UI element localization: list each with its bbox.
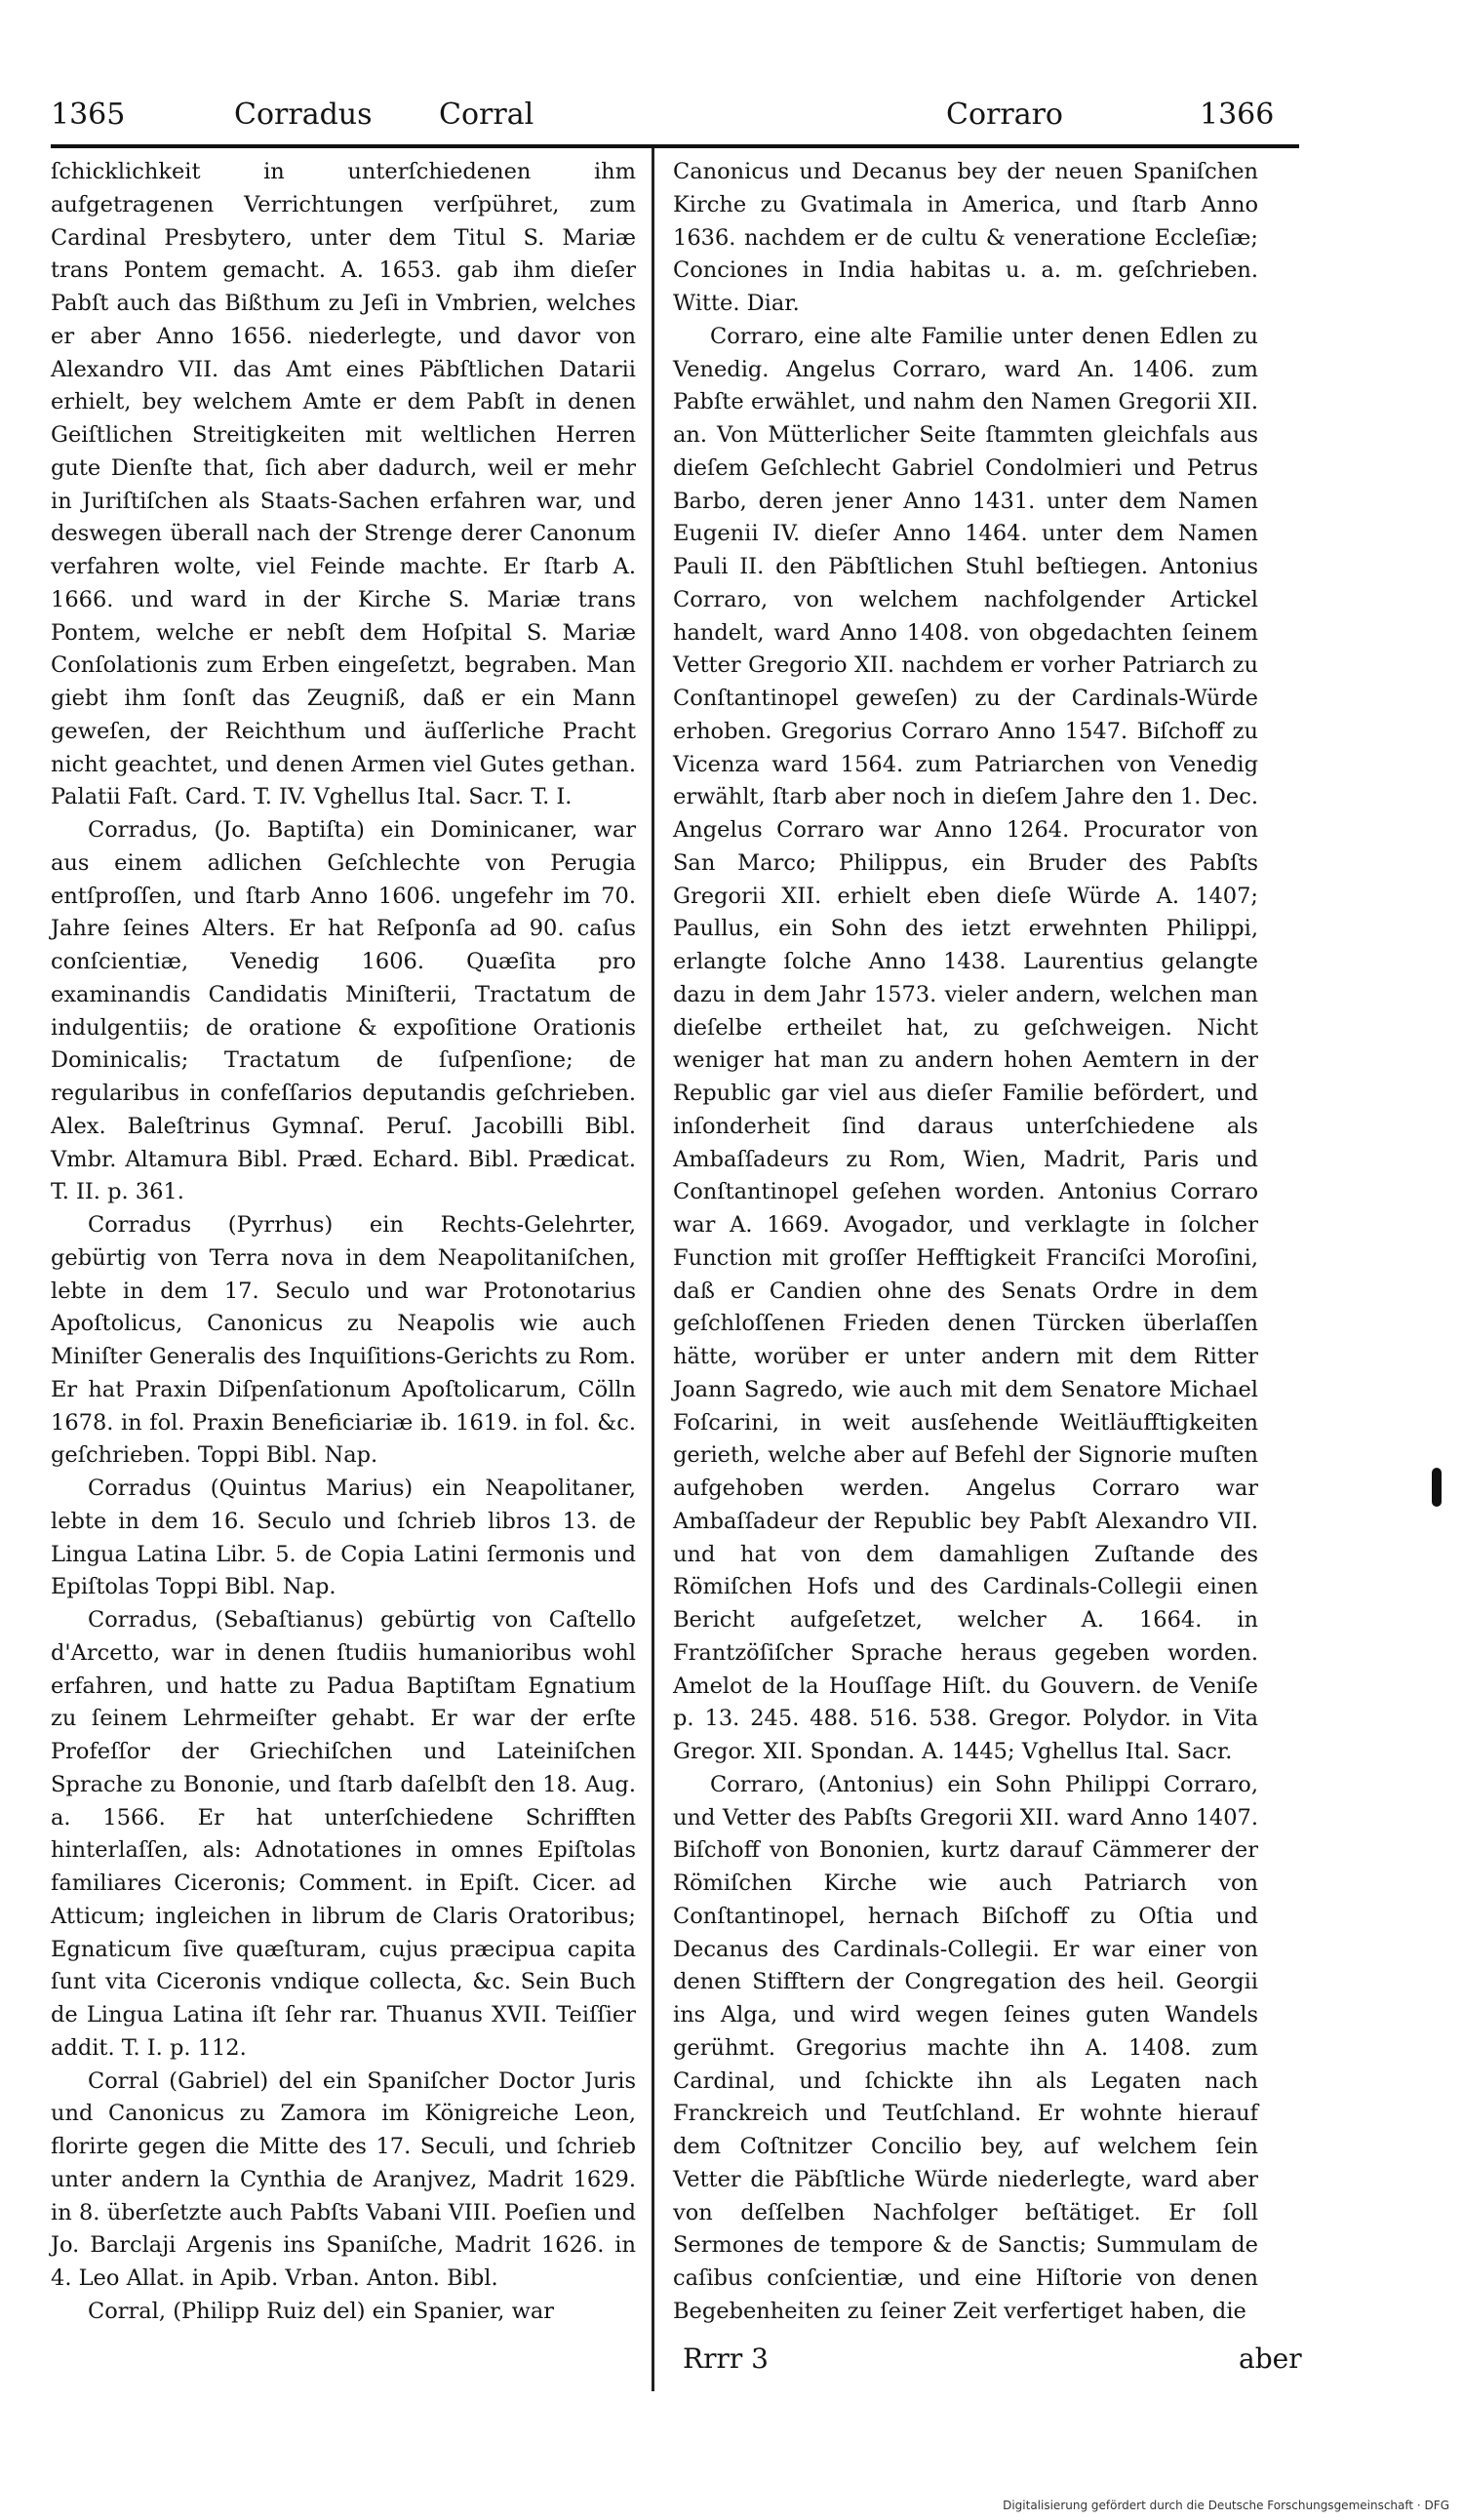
digitization-credit: Digitalisierung gefördert durch die Deutsche Forschungsgemeinschaft · DFG bbox=[1003, 2499, 1449, 2512]
header-rule bbox=[51, 144, 1299, 148]
catchword: aber bbox=[1239, 2343, 1302, 2375]
entry-paragraph: Corradus (Quintus Marius) ein Neapolitaner, lebte in dem 16. Seculo und ſchrieb libros 13. de Lingua Latina Libr. 5. de Copia Latini ſermonis und Epiſtolas Toppi Bibl. Nap. bbox=[51, 1476, 636, 1600]
page-number-left: 1365 bbox=[51, 98, 126, 132]
entry-paragraph: Canonicus und Decanus bey der neuen Spaniſchen Kirche zu Gvatimala in America, und ſtarb Anno 1636. nachdem er de cultu & veneratione Eccleſiæ; Conciones in India habitas u. a. m. geſchrieben. Witte. Diar. bbox=[673, 159, 1258, 316]
signature-mark: Rrrr 3 bbox=[683, 2343, 769, 2375]
entry-paragraph: Corradus (Pyrrhus) ein Rechts-Gelehrter, gebürtig von Terra nova in dem Neapolitaniſchen, lebte in dem 17. Seculo und war Protonotarius Apoſtolicus, Canonicus zu Neapolis wie auch Miniſter Generalis des Inquiſitions-Gerichts zu Rom. Er hat Praxin Diſpenſationum Apoſtolicarum, Cölln 1678. in fol. Praxin Beneficiariæ ib. 1619. in fol. &c. geſchrieben. Toppi Bibl. Nap. bbox=[51, 1212, 636, 1469]
running-head-right: Corraro bbox=[946, 98, 1063, 132]
entry-paragraph: Corral (Gabriel) del ein Spaniſcher Doctor Juris und Canonicus zu Zamora im Königreiche Leon, florirte gegen die Mitte des 17. Seculi, und ſchrieb unter andern la Cynthia de Aranjvez, Madrit 1629. in 8. überſetzte auch Pabſts Vabani VIII. Poeſien und Jo. Barclaji Argenis ins Spaniſche, Madrit 1626. in 4. Leo Allat. in Apib. Vrban. Anton. Bibl. bbox=[51, 2067, 636, 2291]
entry-paragraph: Corradus, (Jo. Baptiſta) ein Dominicaner, war aus einem adlichen Geſchlechte von Perugia entſproſſen, und ſtarb Anno 1606. ungefehr im 70. Jahre ſeines Alters. Er hat Reſponſa ad 90. caſus conſcientiæ, Venedig 1606. Quæſita pro examinandis Candidatis Miniſterii, Tractatum de indulgentiis; de oratione & expoſitione Orationis Dominicalis; Tractatum de ſuſpenſione; de regularibus in confeſſarios deputandis geſchrieben. Alex. Baleſtrinus Gymnaſ. Peruſ. Jacobilli Bibl. Vmbr. Altamura Bibl. Præd. Echard. Bibl. Prædicat. T. II. p. 361. bbox=[51, 817, 636, 1205]
entry-paragraph: Corral, (Philipp Ruiz del) ein Spanier, war bbox=[88, 2298, 555, 2324]
entry-paragraph: Corradus, (Sebaſtianus) gebürtig von Caſtello d'Arcetto, war in denen ſtudiis humanioribus wohl erfahren, und hatte zu Padua Baptiſtam Egnatium zu ſeinem Lehrmeiſter gehabt. Er war der erſte Profeſſor der Griechiſchen und Lateiniſchen Sprache zu Bononie, und ſtarb daſelbſt den 18. Aug. a. 1566. Er hat unterſchiedene Schrifften hinterlaſſen, als: Adnotationes in omnes Epiſtolas familiares Ciceronis; Comment. in Epiſt. Cicer. ad Atticum; ingleichen in librum de Claris Oratoribus; Egnaticum ſive quæſturam, cujus præcipua capita ſunt vita Ciceronis vndique collecta, &c. Sein Buch de Lingua Latina iſt ſehr rar. Thuanus XVII. Teiſſier addit. T. I. p. 112. bbox=[51, 1607, 636, 2061]
entry-paragraph: Corraro, eine alte Familie unter denen Edlen zu Venedig. Angelus Corraro, ward An. 1406. zum Pabſte erwählet, und nahm den Namen Gregorii XII. an. Von Mütterlicher Seite ſtammten gleichfals aus dieſem Geſchlecht Gabriel Condolmieri und Petrus Barbo, deren jener Anno 1431. unter dem Namen Eugenii IV. dieſer Anno 1464. unter dem Namen Pauli II. den Päbſtlichen Stuhl beſtiegen. Antonius Corraro, von welchem nachfolgender Artickel handelt, ward Anno 1408. von obgedachten ſeinem Vetter Gregorio XII. nachdem er vorher Patriarch zu Conſtantinopel geweſen) zu der Cardinals-Würde erhoben. Gregorius Corraro Anno 1547. Biſchoff zu Vicenza ward 1564. zum Patriarchen von Venedig erwählt, ſtarb aber noch in dieſem Jahre den 1. Dec. Angelus Corraro war Anno 1264. Procurator von San Marco; Philippus, ein Bruder des Pabſts Gregorii XII. erhielt eben dieſe Würde A. 1407; Paullus, ein Sohn des ietzt erwehnten Philippi, erlangte ſolche Anno 1438. Laurentius gelangte dazu in dem Jahr 1573. vieler andern, welchen man dieſelbe ertheilet hat, zu geſchweigen. Nicht weniger hat man zu andern hohen Aemtern in der Republic gar viel aus dieſer Familie befördert, und inſonderheit ſind daraus unterſchiedene als Ambaſſadeurs zu Rom, Wien, Madrit, Paris und Conſtantinopel geſehen worden. Antonius Corraro war A. 1669. Avogador, und verklagte in ſolcher Function mit groſſer Hefftigkeit Franciſci Moroſini, daß er Candien ohne des Senats Ordre in dem geſchloſſenen Frieden denen Türcken überlaſſen hätte, worüber er unter andern mit dem Ritter Joann Sagredo, wie auch mit dem Senatore Michael Foſcarini, in weit ausſehende Weitläufftigkeiten gerieth, welche aber auf Befehl der Signorie muſten aufgehoben werden. Angelus Corraro war Ambaſſadeur der Republic bey Pabſt Alexandro VII. und hat von dem damahligen Zuſtande des Römiſchen Hofs und des Cardinals-Collegii einen Bericht aufgeſetzet, welcher A. 1664. in Frantzöſiſcher Sprache heraus gegeben worden. Amelot de la Houſſage Hiſt. du Gouvern. de Veniſe p. 13. 245. 488. 516. 538. Gregor. Polydor. in Vita Gregor. XII. Spondan. A. 1445; Vghellus Ital. Sacr. bbox=[673, 323, 1258, 1764]
column-divider bbox=[652, 148, 654, 2391]
running-head-left: Corradus bbox=[234, 98, 373, 132]
page-number-right: 1366 bbox=[1200, 98, 1275, 132]
entry-paragraph: Corraro, (Antonius) ein Sohn Philippi Corraro, und Vetter des Pabſts Gregorii XII. ward Anno 1407. Biſchoff von Bononien, kurtz darauf Cämmerer der Römiſchen Kirche wie auch Patriarch von Conſtantinopel, hernach Biſchoff zu Oſtia und Decanus des Cardinals-Collegii. Er war einer von denen Stifftern der Congregation des heil. Georgii ins Alga, und wird wegen ſeines guten Wandels gerühmt. Gregorius machte ihn A. 1408. zum Cardinal, und ſchickte ihn als Legaten nach Franckreich und Teutſchland. Er wohnte hierauf dem Coſtnitzer Concilio bey, auf welchem ſein Vetter die Päbſtliche Würde niederlegte, ward aber von deſſelben Nachfolger beſtätiget. Er ſoll Sermones de tempore & de Sanctis; Summulam de caſibus conſcientiæ, und eine Hiſtorie von denen Begebenheiten zu ſeiner Zeit verfertiget haben, die bbox=[673, 1771, 1258, 2324]
left-column bbox=[51, 156, 636, 2329]
running-head-center: Corral bbox=[439, 98, 534, 132]
right-column bbox=[673, 156, 1258, 2329]
scan-mark bbox=[1432, 1468, 1442, 1507]
entry-paragraph: ſchicklichkeit in unterſchiedenen ihm aufgetragenen Verrichtungen verſpühret, zum Cardinal Presbytero, unter dem Titul S. Mariæ trans Pontem gemacht. A. 1653. gab ihm dieſer Pabſt auch das Bißthum zu Jeſi in Vmbrien, welches er aber Anno 1656. niederlegte, und davor von Alexandro VII. das Amt eines Päbſtlichen Datarii erhielt, bey welchem Amte er dem Pabſt in denen Geiſtlichen Streitigkeiten mit weltlichen Herren gute Dienſte that, ſich aber dadurch, weil er mehr in Juriſtiſchen als Staats-Sachen erfahren war, und deswegen überall nach der Strenge derer Canonum verfahren wolte, viel Feinde machte. Er ſtarb A. 1666. und ward in der Kirche S. Mariæ trans Pontem, welche er nebſt dem Hoſpital S. Mariæ Conſolationis zum Erben eingeſetzt, begraben. Man giebt ihm ſonſt das Zeugniß, daß er ein Mann geweſen, der Reichthum und äuſſerliche Pracht nicht geachtet, und denen Armen viel Gutes gethan. Palatii Faſt. Card. T. IV. Vghellus Ital. Sacr. T. I. bbox=[51, 159, 636, 810]
